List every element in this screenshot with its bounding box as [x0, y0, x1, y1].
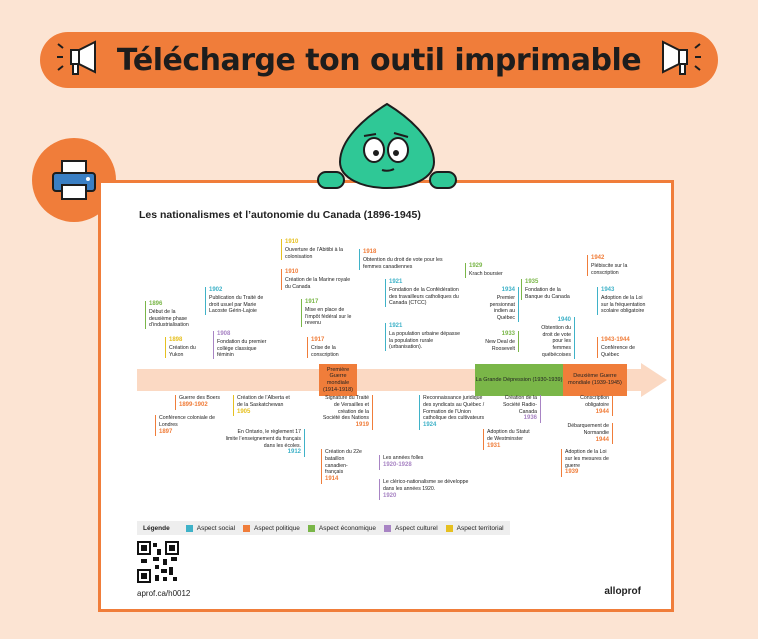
event-1936 [491, 395, 541, 423]
timeline-arrow [641, 363, 667, 397]
banner-title: Télécharge ton outil imprimable [116, 42, 642, 78]
download-banner[interactable] [40, 32, 718, 88]
event-text: Plébiscite sur la conscription [591, 262, 628, 276]
period-label: Deuxième Guerre mondiale (1939-1945) [568, 373, 622, 386]
legend-swatch-social [186, 525, 193, 532]
event-1944b [557, 423, 613, 444]
event-text: Fondation de la Banque du Canada [525, 286, 570, 300]
event-1912 [225, 429, 305, 457]
event-year: 1944 [595, 408, 609, 415]
event-1921b [385, 323, 461, 351]
event-text: Création du Yukon [169, 344, 196, 358]
event-1908 [213, 331, 269, 359]
legend-item: Aspect politique [254, 524, 300, 532]
event-year: 1921 [389, 323, 403, 329]
event-1920b [379, 479, 479, 500]
legend-title: Légende [143, 524, 170, 532]
event-text: Conférence coloniale de Londres [159, 415, 215, 428]
event-year: 1920-1928 [383, 461, 412, 468]
event-year: 1919 [355, 422, 369, 428]
period-label: Première Guerre mondiale (1914-1918) [323, 366, 353, 393]
event-text: Le clérico-nationalisme se développe dans les années 1920. [383, 479, 469, 492]
event-text: Publication du Traité de droit usuel par Marie Lacoste Gérin-Lajoie [209, 294, 264, 315]
legend-item: Aspect culturel [395, 524, 438, 532]
legend-item: Aspect territorial [456, 524, 504, 532]
event-1917b [307, 337, 357, 358]
event-1942 [587, 255, 643, 276]
period-depression [475, 364, 563, 396]
legend-swatch-culturel [384, 525, 391, 532]
legend-item: Aspect économique [318, 524, 377, 532]
event-text: Adoption de la Loi sur la fréquentation scolaire obligatoire [601, 294, 646, 315]
short-url[interactable]: aprof.ca/h0012 [137, 589, 191, 598]
event-1929 [465, 263, 519, 278]
legend-item: Aspect social [196, 524, 236, 532]
event-text: Création de la Marine royale du Canada [285, 276, 351, 290]
event-year: 1902 [209, 287, 223, 293]
alloprof-logo: alloprof [604, 586, 641, 597]
event-text: Création de l’Alberta et de la Saskatchewan [237, 395, 290, 408]
event-year: 1898 [169, 337, 183, 343]
event-text: Création du 22e bataillon canadien-français [325, 449, 362, 476]
event-text: Conférence de Québec [601, 344, 636, 358]
event-year: 1939 [565, 469, 579, 476]
legend-swatch-politique [243, 525, 250, 532]
event-1934 [481, 287, 519, 322]
event-year: 1914 [325, 476, 339, 482]
printer-icon [51, 159, 97, 201]
event-year: 1931 [487, 442, 501, 449]
event-1943b [597, 337, 651, 358]
period-label: La Grande Dépression (1930-1939) [475, 376, 563, 383]
event-1920a [379, 455, 443, 470]
event-1896 [145, 301, 199, 329]
event-1924 [419, 395, 487, 430]
event-year: 1935 [525, 279, 539, 285]
event-text: Fondation de la Confédération des travailleurs catholiques du Canada (CTCC) [389, 286, 459, 307]
mascot-illustration [312, 100, 462, 194]
event-1902 [205, 287, 273, 315]
event-text: Premier pensionnat indien au Québec [489, 294, 515, 322]
event-year: 1924 [423, 422, 437, 428]
event-1897 [155, 415, 223, 436]
event-text: Adoption du Statut de Westminster [487, 429, 530, 442]
event-text: Mise en place de l’impôt fédéral sur le revenu [305, 306, 352, 327]
legend-swatch-economique [308, 525, 315, 532]
event-year: 1908 [217, 331, 231, 337]
event-year: 1934 [501, 287, 515, 293]
event-text: La population urbaine dépasse la population rurale (urbanisation). [389, 330, 460, 351]
event-1914 [321, 449, 365, 484]
legend [137, 521, 510, 535]
event-text: Crise de la conscription [311, 344, 339, 358]
event-year: 1899-1902 [179, 401, 208, 408]
event-year: 1917 [305, 299, 319, 305]
event-text: New Deal de Roosevelt [485, 338, 515, 352]
event-1898 [165, 337, 199, 358]
event-year: 1917 [311, 337, 325, 343]
event-text: Débarquement de Normandie [567, 423, 609, 436]
event-year: 1910 [285, 269, 299, 275]
timeline-poster [98, 180, 674, 612]
event-text: Adoption de la Loi sur les mesures de guerre [565, 449, 609, 469]
period-ww2 [563, 364, 627, 396]
event-1935 [521, 279, 573, 300]
event-year: 1929 [469, 263, 483, 269]
event-1943 [597, 287, 651, 315]
event-year: 1942 [591, 255, 605, 261]
event-year: 1912 [287, 449, 301, 456]
event-1931 [483, 429, 531, 450]
event-year: 1921 [389, 279, 403, 285]
event-text: Guerre des Boers [179, 395, 220, 401]
event-1910a [281, 239, 355, 260]
event-text: Reconnaissance juridique des syndicats au Québec / Formation de l’Union catholique des cultivateurs [423, 395, 485, 422]
event-year: 1933 [501, 331, 515, 337]
event-year: 1918 [363, 249, 377, 255]
period-ww1 [319, 364, 357, 396]
event-text: Ouverture de l’Abitibi à la colonisation [285, 246, 343, 260]
event-text: Création de la Société Radio-Canada [502, 395, 537, 415]
qr-code[interactable] [137, 541, 179, 583]
event-text: Krach boursier [469, 270, 503, 277]
event-year: 1943-1944 [601, 337, 630, 343]
event-1921a [385, 279, 463, 307]
event-year: 1905 [237, 408, 251, 415]
event-year: 1920 [383, 492, 397, 499]
event-text: Obtention du droit de vote pour les femmes canadiennes [363, 256, 443, 270]
event-1944a [563, 395, 613, 416]
legend-swatch-territorial [446, 525, 453, 532]
event-text: Fondation du premier collège classique féminin [217, 338, 267, 359]
event-text: Début de la deuxième phase d’industrialisation [149, 308, 189, 329]
event-1917a [301, 299, 357, 327]
event-text: En Ontario, le règlement 17 limite l’enseignement du français dans les écoles. [225, 429, 301, 449]
event-year: 1940 [557, 317, 571, 323]
event-1899 [175, 395, 231, 410]
event-1919 [321, 395, 373, 430]
event-year: 1896 [149, 301, 163, 307]
megaphone-icon [651, 38, 703, 82]
event-text: Conscription obligatoire [580, 395, 609, 408]
event-1918 [359, 249, 449, 270]
poster-title: Les nationalismes et l’autonomie du Canada (1896-1945) [139, 209, 421, 221]
event-text: Les années folles [383, 455, 424, 461]
event-1910b [281, 269, 355, 290]
event-year: 1936 [523, 415, 537, 422]
event-year: 1943 [601, 287, 615, 293]
event-text: Obtention du droit de vote pour les femmes québécoises [541, 324, 571, 358]
event-1933 [481, 331, 519, 352]
event-1905 [233, 395, 293, 416]
megaphone-icon [55, 38, 107, 82]
event-year: 1910 [285, 239, 299, 245]
event-text: Signature du Traité de Versailles et création de la Société des Nations [322, 395, 369, 422]
event-1940 [533, 317, 575, 359]
event-1939 [561, 449, 609, 477]
event-year: 1897 [159, 428, 173, 435]
event-year: 1944 [595, 436, 609, 443]
